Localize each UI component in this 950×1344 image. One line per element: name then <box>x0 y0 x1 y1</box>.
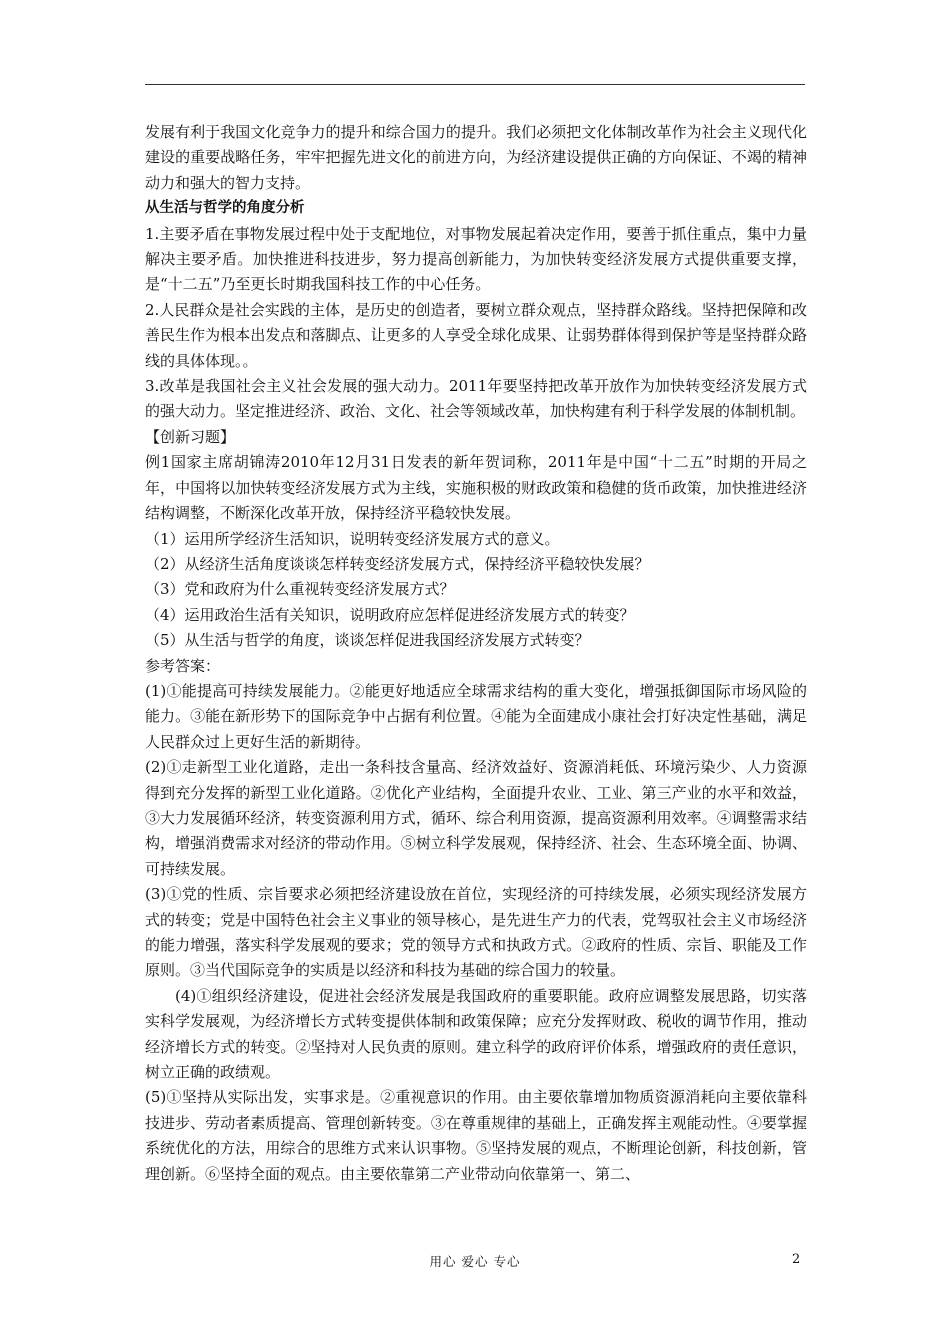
answer-4: (4)①组织经济建设，促进社会经济发展是我国政府的重要职能。政府应调整发展思路，切实落实科学发展观，为经济增长方式转变提供体制和政策保障；应充分发挥财政、税收的调节作用，推动经济增长方式的转变。②坚持对人民负责的原则。建立科学的政府评价体系，增强政府的责任意识，树立正确的政绩观。 <box>145 986 807 1082</box>
paragraph-point-1: 1.主要矛盾在事物发展过程中处于支配地位，对事物发展起着决定作用，要善于抓住重点，集中力量解决主要矛盾。加快推进科技进步，努力提高创新能力，为加快转变经济发展方式提供重要支撑，是“十二五”乃至更长时期我国科技工作的中心任务。 <box>145 224 807 294</box>
header-rule <box>145 84 805 85</box>
answer-label: 参考答案： <box>145 656 221 675</box>
page-footer-motto: 用心 爱心 专心 <box>429 1254 521 1269</box>
question-1: （1）运用所学经济生活知识，说明转变经济发展方式的意义。 <box>145 529 560 548</box>
document-body <box>145 120 807 1187</box>
exercise-heading: 【创新习题】 <box>145 427 236 446</box>
example-1-stem: 例1国家主席胡锦涛2010年12月31日发表的新年贺词称，2011年是中国“十二五”时期的开局之年，中国将以加快转变经济发展方式为主线，实施积极的财政政策和稳健的货币政策，加快推进经济结构调整，不断深化改革开放，保持经济平稳较快发展。 <box>145 453 807 523</box>
answer-2: (2)①走新型工业化道路，走出一条科技含量高、经济效益好、资源消耗低、环境污染少、人力资源得到充分发挥的新型工业化道路。②优化产业结构，全面提升农业、工业、第三产业的水平和效益，③大力发展循环经济，转变资源利用方式，循环、综合利用资源，提高资源利用效率。④调整需求结构，增强消费需求对经济的带动作用。⑤树立科学发展观，保持经济、社会、生态环境全面、协调、可持续发展。 <box>145 758 807 878</box>
question-5: （5）从生活与哲学的角度，谈谈怎样促进我国经济发展方式转变？ <box>145 631 590 650</box>
paragraph-culture-conclusion: 发展有利于我国文化竞争力的提升和综合国力的提升。我们必须把文化体制改革作为社会主义现代化建设的重要战略任务，牢牢把握先进文化的前进方向，为经济建设提供正确的方向保证、不竭的精神动力和强大的智力支持。 <box>145 123 807 192</box>
question-4: （4）运用政治生活有关知识，说明政府应怎样促进经济发展方式的转变？ <box>145 605 635 624</box>
answer-5: (5)①坚持从实际出发，实事求是。②重视意识的作用。由主要依靠增加物质资源消耗向主要依靠科技进步、劳动者素质提高、管理创新转变。③在尊重规律的基础上，正确发挥主观能动性。④要掌握系统优化的方法，用综合的思维方式来认识事物。⑤坚持发展的观点，不断理论创新，科技创新，管理创新。⑥坚持全面的观点。由主要依靠第二产业带动向依靠第一、第二、 <box>145 1088 807 1183</box>
page-number: 2 <box>792 1252 801 1267</box>
paragraph-point-2: 2.人民群众是社会实践的主体，是历史的创造者，要树立群众观点，坚持群众路线。坚持把保障和改善民生作为根本出发点和落脚点、让更多的人享受全球化成果、让弱势群体得到保护等是坚持群众路线的具体体现。。 <box>145 300 807 370</box>
section-heading-philosophy: 从生活与哲学的角度分析 <box>145 200 305 217</box>
answer-1: (1)①能提高可持续发展能力。②能更好地适应全球需求结构的重大变化，增强抵御国际市场风险的能力。③能在新形势下的国际竞争中占据有利位置。④能为全面建成小康社会打好决定性基础，满足人民群众过上更好生活的新期待。 <box>145 681 807 751</box>
question-3: （3）党和政府为什么重视转变经济发展方式？ <box>145 580 455 599</box>
question-2: （2）从经济生活角度谈谈怎样转变经济发展方式，保持经济平稳较快发展？ <box>145 554 650 573</box>
answer-3: (3)①党的性质、宗旨要求必须把经济建设放在首位，实现经济的可持续发展，必须实现经济发展方式的转变；党是中国特色社会主义事业的领导核心，是先进生产力的代表，党驾驭社会主义市场经济的能力增强，落实科学发展观的要求；党的领导方式和执政方式。②政府的性质、宗旨、职能及工作原则。③当代国际竞争的实质是以经济和科技为基础的综合国力的较量。 <box>145 885 807 980</box>
paragraph-point-3: 3.改革是我国社会主义社会发展的强大动力。2011年要坚持把改革开放作为加快转变经济发展方式的强大动力。坚定推进经济、政治、文化、社会等领域改革，加快构建有利于科学发展的体制机制。 <box>145 377 807 421</box>
